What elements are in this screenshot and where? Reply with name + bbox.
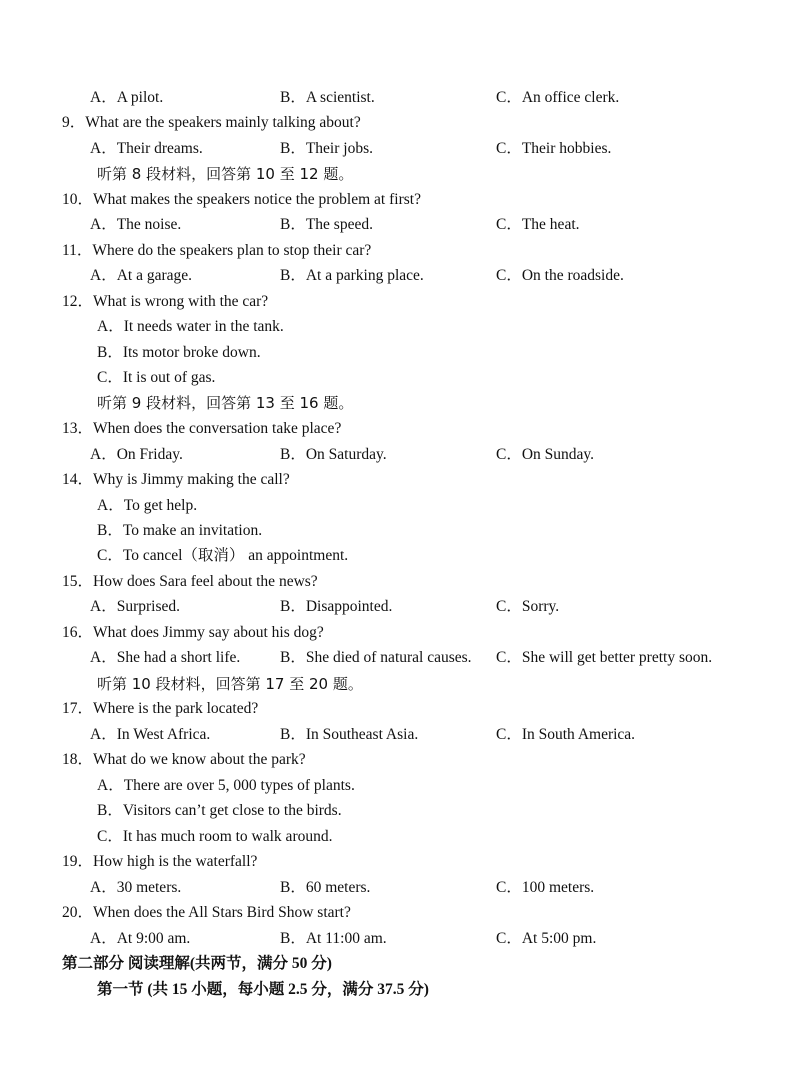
option-a: A．On Friday. (90, 446, 183, 463)
question-text: 19．How high is the waterfall? (62, 853, 258, 870)
question-text: 12．What is wrong with the car? (62, 293, 269, 310)
option-b: B．A scientist. (280, 89, 375, 106)
option-a: A．30 meters. (90, 879, 182, 896)
option-a: A．At a garage. (90, 267, 192, 284)
option-line: A．It needs water in the tank. (97, 318, 284, 335)
question-text: 10．What makes the speakers notice the problem at first? (62, 191, 421, 208)
option-b: B．Their jobs. (280, 140, 373, 157)
listening-instruction: 听第 10 段材料，回答第 17 至 20 题。 (97, 675, 363, 693)
option-c: C．On the roadside. (496, 267, 624, 284)
option-b: B．60 meters. (280, 879, 371, 896)
option-b: B．Disappointed. (280, 598, 393, 615)
option-line: C．It has much room to walk around. (97, 828, 333, 845)
option-a: A．She had a short life. (90, 649, 241, 666)
option-b: B．At a parking place. (280, 267, 424, 284)
question-text: 9．What are the speakers mainly talking about? (62, 114, 361, 131)
listening-instruction: 听第 8 段材料，回答第 10 至 12 题。 (97, 165, 354, 183)
question-text: 14．Why is Jimmy making the call? (62, 471, 290, 488)
question-text: 17．Where is the park located? (62, 700, 259, 717)
option-b: B．The speed. (280, 216, 373, 233)
section-heading: 第二部分 阅读理解(共两节，满分 50 分) (62, 955, 332, 972)
question-text: 15．How does Sara feel about the news? (62, 573, 318, 590)
option-c: C．In South America. (496, 726, 636, 743)
option-a: A．The noise. (90, 216, 182, 233)
option-c: C．100 meters. (496, 879, 595, 896)
option-a: A．At 9:00 am. (90, 930, 191, 947)
option-b: B．In Southeast Asia. (280, 726, 419, 743)
question-text: 20．When does the All Stars Bird Show start? (62, 904, 351, 921)
option-line: C．It is out of gas. (97, 369, 216, 386)
option-c: C．At 5:00 pm. (496, 930, 597, 947)
option-c: C．She will get better pretty soon. (496, 649, 713, 666)
option-c: C．Their hobbies. (496, 140, 612, 157)
option-line: B．To make an invitation. (97, 522, 263, 539)
option-c: C．On Sunday. (496, 446, 595, 463)
option-line: C．To cancel（取消） an appointment. (97, 547, 349, 564)
option-line: B．Visitors can’t get close to the birds. (97, 802, 342, 819)
question-text: 11．Where do the speakers plan to stop their car? (62, 242, 372, 259)
option-b: B．She died of natural causes. (280, 649, 472, 666)
option-line: A．There are over 5, 000 types of plants. (97, 777, 355, 794)
option-b: B．At 11:00 am. (280, 930, 387, 947)
question-text: 16．What does Jimmy say about his dog? (62, 624, 324, 641)
option-c: C．Sorry. (496, 598, 560, 615)
option-c: C．An office clerk. (496, 89, 620, 106)
question-text: 18．What do we know about the park? (62, 751, 306, 768)
listening-instruction: 听第 9 段材料，回答第 13 至 16 题。 (97, 394, 354, 412)
question-text: 13．When does the conversation take place? (62, 420, 342, 437)
option-b: B．On Saturday. (280, 446, 387, 463)
subsection-heading: 第一节 (共 15 小题，每小题 2.5 分，满分 37.5 分) (97, 981, 429, 998)
option-a: A．Surprised. (90, 598, 180, 615)
option-line: A．To get help. (97, 497, 198, 514)
option-a: A．In West Africa. (90, 726, 211, 743)
option-a: A．Their dreams. (90, 140, 203, 157)
option-a: A．A pilot. (90, 89, 164, 106)
option-c: C．The heat. (496, 216, 580, 233)
option-line: B．Its motor broke down. (97, 344, 261, 361)
